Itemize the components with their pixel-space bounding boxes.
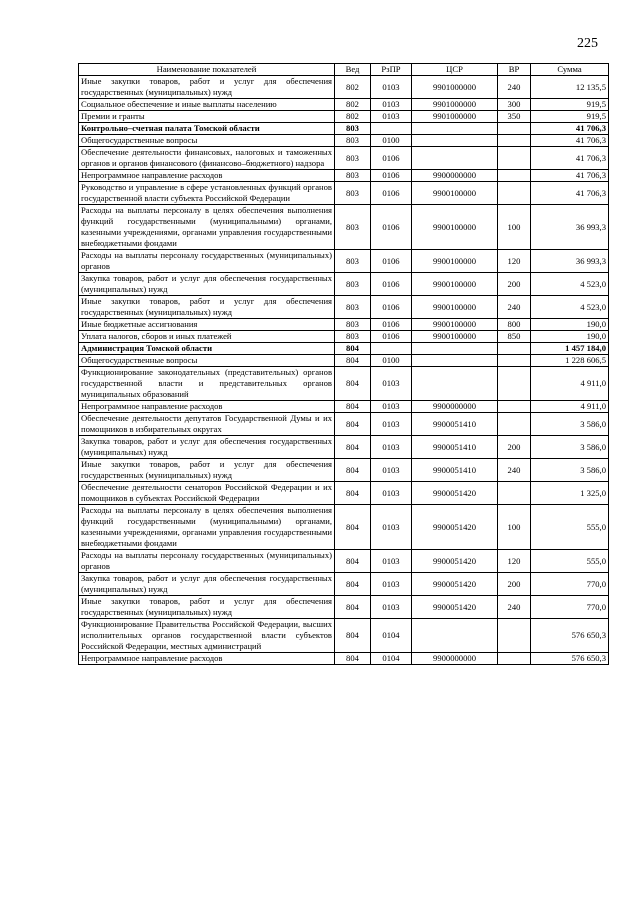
column-header-rzpr: РзПР [371,64,412,76]
row-name-cell: Иные закупки товаров, работ и услуг для обеспечения государственных (муниципальных) нужд [79,459,335,482]
row-name-cell: Контрольно–счетная палата Томской области [79,123,335,135]
table-row [79,596,609,619]
row-sum-cell: 41 706,3 [531,147,609,170]
row-name-cell: Социальное обеспечение и иные выплаты населению [79,99,335,111]
table-row [79,76,609,99]
row-name-cell: Иные закупки товаров, работ и услуг для обеспечения государственных (муниципальных) нужд [79,76,335,99]
row-rzpr-cell: 0106 [371,319,412,331]
row-csr-cell: 9900051420 [412,505,498,550]
table-row [79,459,609,482]
row-csr-cell: 9900100000 [412,182,498,205]
row-vr-cell: 200 [498,573,531,596]
row-rzpr-cell: 0103 [371,505,412,550]
table-row [79,99,609,111]
row-rzpr-cell: 0106 [371,205,412,250]
row-vr-cell: 200 [498,273,531,296]
table-row [79,436,609,459]
row-ved-cell: 802 [335,99,371,111]
row-vr-cell [498,147,531,170]
row-rzpr-cell: 0106 [371,250,412,273]
row-rzpr-cell: 0103 [371,550,412,573]
row-name-cell: Обеспечение деятельности депутатов Государственной Думы и их помощников в избирательных округах [79,413,335,436]
row-name-cell: Премии и гранты [79,111,335,123]
row-rzpr-cell: 0106 [371,296,412,319]
row-ved-cell: 804 [335,367,371,401]
row-ved-cell: 804 [335,343,371,355]
row-ved-cell: 803 [335,319,371,331]
row-vr-cell [498,170,531,182]
row-csr-cell: 9900000000 [412,170,498,182]
budget-table [78,63,609,665]
row-ved-cell: 803 [335,205,371,250]
table-row [79,273,609,296]
row-name-cell: Закупка товаров, работ и услуг для обеспечения государственных (муниципальных) нужд [79,573,335,596]
table-row [79,135,609,147]
row-csr-cell: 9901000000 [412,76,498,99]
row-rzpr-cell: 0103 [371,76,412,99]
row-sum-cell: 1 325,0 [531,482,609,505]
table-row [79,413,609,436]
row-sum-cell: 4 523,0 [531,273,609,296]
row-sum-cell: 41 706,3 [531,123,609,135]
row-name-cell: Руководство и управление в сфере установленных функций органов государственной власти субъекта Российской Федерации [79,182,335,205]
table-row [79,331,609,343]
row-sum-cell: 41 706,3 [531,170,609,182]
row-rzpr-cell: 0106 [371,331,412,343]
row-name-cell: Непрограммное направление расходов [79,170,335,182]
row-csr-cell: 9900051420 [412,482,498,505]
row-vr-cell: 350 [498,111,531,123]
row-sum-cell: 919,5 [531,99,609,111]
row-csr-cell [412,123,498,135]
row-sum-cell: 3 586,0 [531,459,609,482]
row-ved-cell: 804 [335,355,371,367]
row-rzpr-cell: 0106 [371,182,412,205]
table-row [79,505,609,550]
row-rzpr-cell: 0103 [371,99,412,111]
row-vr-cell: 120 [498,550,531,573]
row-csr-cell: 9900000000 [412,653,498,665]
row-vr-cell [498,123,531,135]
row-sum-cell: 190,0 [531,319,609,331]
row-vr-cell: 800 [498,319,531,331]
row-csr-cell: 9900100000 [412,250,498,273]
row-sum-cell: 4 911,0 [531,367,609,401]
row-vr-cell [498,401,531,413]
row-csr-cell: 9900100000 [412,319,498,331]
table-row [79,343,609,355]
row-ved-cell: 804 [335,413,371,436]
row-csr-cell: 9900100000 [412,205,498,250]
page-number: 225 [577,36,598,51]
table-row [79,296,609,319]
row-sum-cell: 770,0 [531,573,609,596]
row-ved-cell: 804 [335,459,371,482]
row-vr-cell: 100 [498,205,531,250]
row-ved-cell: 804 [335,619,371,653]
row-sum-cell: 4 523,0 [531,296,609,319]
row-rzpr-cell: 0103 [371,573,412,596]
table-row [79,401,609,413]
row-name-cell: Расходы на выплаты персоналу государственных (муниципальных) органов [79,250,335,273]
row-rzpr-cell: 0104 [371,653,412,665]
row-rzpr-cell: 0100 [371,355,412,367]
row-name-cell: Иные закупки товаров, работ и услуг для обеспечения государственных (муниципальных) нужд [79,596,335,619]
table-row [79,250,609,273]
row-ved-cell: 802 [335,111,371,123]
row-sum-cell: 41 706,3 [531,182,609,205]
row-rzpr-cell [371,123,412,135]
row-csr-cell: 9900051410 [412,413,498,436]
row-vr-cell: 850 [498,331,531,343]
row-ved-cell: 802 [335,76,371,99]
row-rzpr-cell: 0103 [371,111,412,123]
row-sum-cell: 4 911,0 [531,401,609,413]
row-ved-cell: 804 [335,550,371,573]
row-name-cell: Расходы на выплаты персоналу в целях обеспечения выполнения функций государственными (муниципальными) органами, казенными учреждениями, органами управления государственными внебюджетными фондами [79,505,335,550]
table-row [79,619,609,653]
row-vr-cell [498,653,531,665]
row-rzpr-cell: 0106 [371,147,412,170]
row-sum-cell: 190,0 [531,331,609,343]
row-name-cell: Общегосударственные вопросы [79,355,335,367]
row-rzpr-cell: 0103 [371,401,412,413]
row-rzpr-cell: 0106 [371,170,412,182]
row-csr-cell: 9900100000 [412,331,498,343]
row-ved-cell: 804 [335,653,371,665]
table-row [79,170,609,182]
row-rzpr-cell: 0103 [371,596,412,619]
row-csr-cell [412,355,498,367]
row-csr-cell: 9900000000 [412,401,498,413]
row-name-cell: Непрограммное направление расходов [79,653,335,665]
row-name-cell: Закупка товаров, работ и услуг для обеспечения государственных (муниципальных) нужд [79,273,335,296]
row-csr-cell: 9900051420 [412,550,498,573]
row-sum-cell: 770,0 [531,596,609,619]
row-sum-cell: 12 135,5 [531,76,609,99]
row-vr-cell: 240 [498,596,531,619]
row-ved-cell: 803 [335,331,371,343]
table-row [79,182,609,205]
row-sum-cell: 1 457 184,0 [531,343,609,355]
row-rzpr-cell [371,343,412,355]
table-row [79,123,609,135]
row-name-cell: Расходы на выплаты персоналу государственных (муниципальных) органов [79,550,335,573]
row-vr-cell [498,619,531,653]
row-csr-cell: 9901000000 [412,99,498,111]
table-row [79,550,609,573]
row-ved-cell: 804 [335,505,371,550]
row-name-cell: Уплата налогов, сборов и иных платежей [79,331,335,343]
row-name-cell: Непрограммное направление расходов [79,401,335,413]
row-vr-cell [498,182,531,205]
row-csr-cell [412,367,498,401]
row-name-cell: Общегосударственные вопросы [79,135,335,147]
row-csr-cell: 9900051410 [412,459,498,482]
row-name-cell: Администрация Томской области [79,343,335,355]
row-sum-cell: 36 993,3 [531,205,609,250]
row-vr-cell [498,343,531,355]
row-vr-cell: 120 [498,250,531,273]
row-ved-cell: 803 [335,170,371,182]
row-vr-cell: 300 [498,99,531,111]
row-vr-cell [498,482,531,505]
row-ved-cell: 804 [335,401,371,413]
row-sum-cell: 576 650,3 [531,653,609,665]
row-sum-cell: 36 993,3 [531,250,609,273]
row-csr-cell [412,619,498,653]
row-name-cell: Обеспечение деятельности сенаторов Российской Федерации и их помощников в субъектах Российской Федерации [79,482,335,505]
row-csr-cell: 9900051410 [412,436,498,459]
table-row [79,367,609,401]
table-row [79,319,609,331]
row-vr-cell: 240 [498,296,531,319]
row-ved-cell: 804 [335,436,371,459]
table-row [79,573,609,596]
row-name-cell: Функционирование законодательных (представительных) органов государственной власти и представительных органов муниципальных образований [79,367,335,401]
row-sum-cell: 1 228 606,5 [531,355,609,367]
row-csr-cell [412,147,498,170]
row-ved-cell: 803 [335,182,371,205]
row-vr-cell [498,135,531,147]
table-row [79,147,609,170]
row-csr-cell [412,343,498,355]
row-sum-cell: 576 650,3 [531,619,609,653]
row-ved-cell: 803 [335,123,371,135]
row-csr-cell: 9900051420 [412,596,498,619]
row-vr-cell: 240 [498,76,531,99]
row-name-cell: Расходы на выплаты персоналу в целях обеспечения выполнения функций государственными (муниципальными) органами, казенными учреждениями, органами управления государственными внебюджетными фондами [79,205,335,250]
row-name-cell: Функционирование Правительства Российской Федерации, высших исполнительных органов государственной власти субъектов Российской Федерации, местных администраций [79,619,335,653]
row-sum-cell: 919,5 [531,111,609,123]
row-name-cell: Иные бюджетные ассигнования [79,319,335,331]
table-row [79,653,609,665]
row-rzpr-cell: 0103 [371,367,412,401]
column-header-ved: Вед [335,64,371,76]
table-row [79,355,609,367]
row-vr-cell [498,367,531,401]
row-vr-cell: 200 [498,436,531,459]
table-header-row [79,64,609,76]
row-rzpr-cell: 0103 [371,436,412,459]
row-ved-cell: 803 [335,296,371,319]
row-csr-cell: 9900100000 [412,296,498,319]
row-vr-cell: 100 [498,505,531,550]
row-ved-cell: 804 [335,596,371,619]
row-rzpr-cell: 0100 [371,135,412,147]
row-ved-cell: 803 [335,147,371,170]
row-rzpr-cell: 0104 [371,619,412,653]
table-row [79,482,609,505]
row-vr-cell [498,355,531,367]
row-name-cell: Закупка товаров, работ и услуг для обеспечения государственных (муниципальных) нужд [79,436,335,459]
row-name-cell: Иные закупки товаров, работ и услуг для обеспечения государственных (муниципальных) нужд [79,296,335,319]
column-header-name: Наименование показателей [79,64,335,76]
column-header-csr: ЦСР [412,64,498,76]
row-vr-cell [498,413,531,436]
row-sum-cell: 555,0 [531,505,609,550]
row-ved-cell: 803 [335,135,371,147]
row-csr-cell [412,135,498,147]
table-body [79,76,609,665]
row-sum-cell: 3 586,0 [531,413,609,436]
table-row [79,111,609,123]
row-csr-cell: 9900051420 [412,573,498,596]
row-ved-cell: 804 [335,573,371,596]
row-ved-cell: 803 [335,273,371,296]
table-row [79,205,609,250]
row-sum-cell: 3 586,0 [531,436,609,459]
row-csr-cell: 9900100000 [412,273,498,296]
column-header-sum: Сумма [531,64,609,76]
row-ved-cell: 803 [335,250,371,273]
row-rzpr-cell: 0103 [371,482,412,505]
row-name-cell: Обеспечение деятельности финансовых, налоговых и таможенных органов и органов финансового (финансово–бюджетного) надзора [79,147,335,170]
column-header-vr: ВР [498,64,531,76]
row-sum-cell: 41 706,3 [531,135,609,147]
row-rzpr-cell: 0103 [371,413,412,436]
row-sum-cell: 555,0 [531,550,609,573]
row-vr-cell: 240 [498,459,531,482]
row-csr-cell: 9901000000 [412,111,498,123]
row-ved-cell: 804 [335,482,371,505]
row-rzpr-cell: 0106 [371,273,412,296]
row-rzpr-cell: 0103 [371,459,412,482]
